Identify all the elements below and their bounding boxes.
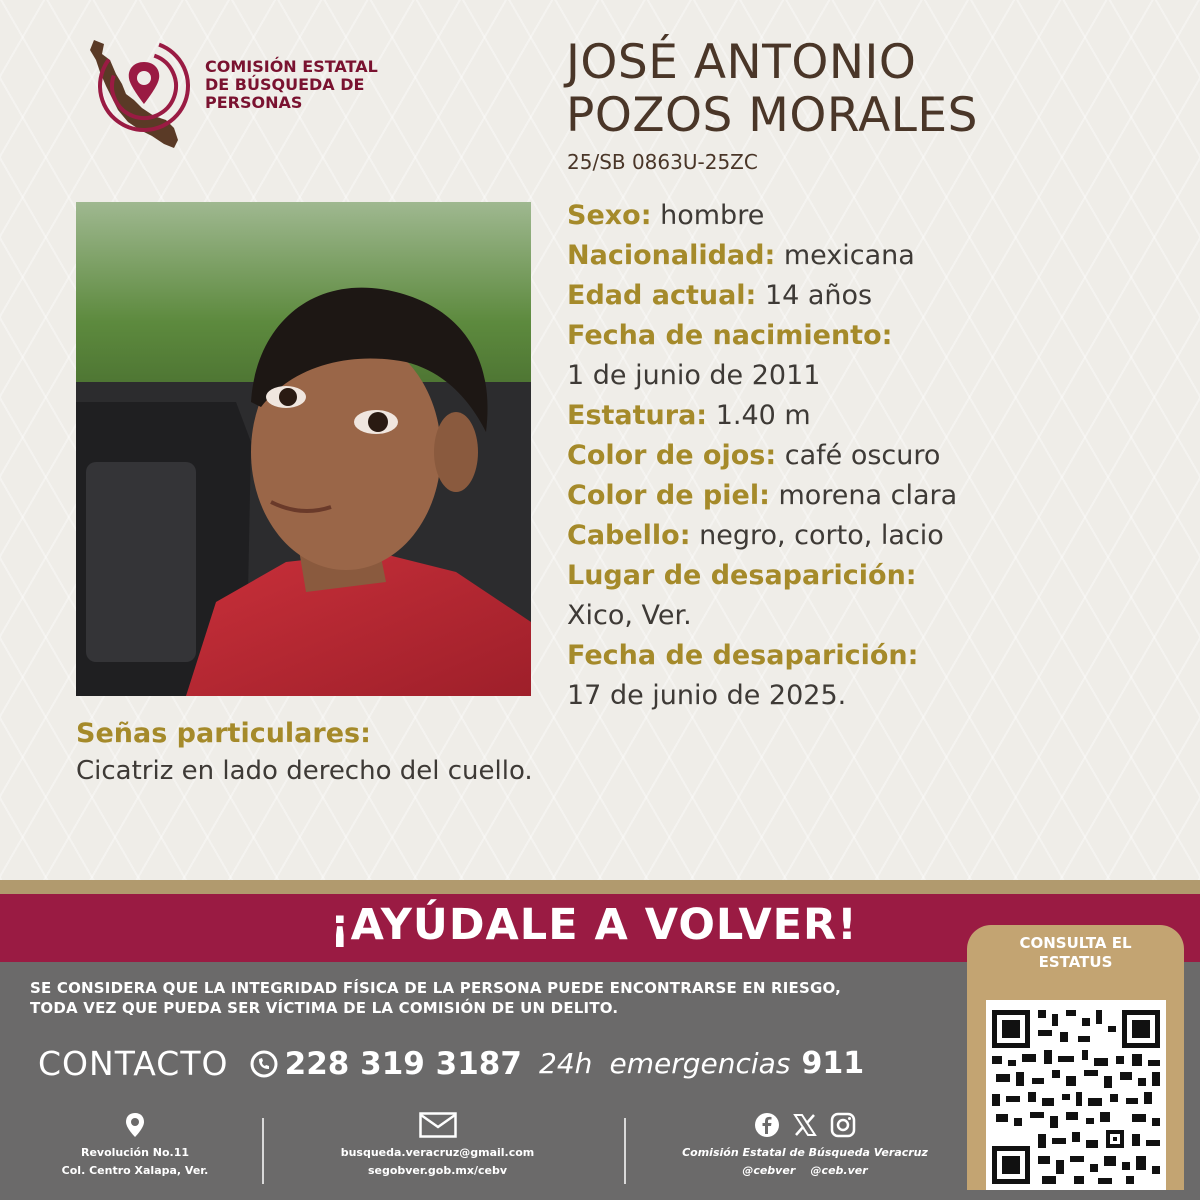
detail-nacionalidad	[567, 236, 1187, 276]
contact-row	[38, 1044, 864, 1083]
address-line1: Revolución No.11	[80, 1146, 190, 1159]
detail-lugar	[567, 556, 1187, 596]
person-photo	[76, 202, 531, 696]
phone-icon	[250, 1050, 278, 1078]
social-icons	[660, 1112, 950, 1144]
warning-line2: TODA VEZ QUE PUEDA SER VÍCTIMA DE LA COMISIÓN DE UN DELITO.	[30, 999, 619, 1017]
ojos-value: café oscuro	[784, 440, 941, 471]
estatura-value: 1.40 m	[715, 400, 811, 431]
risk-warning	[30, 978, 960, 1018]
sexo-value: hombre	[660, 200, 765, 231]
banner-title: ¡AYÚDALE A VOLVER!	[330, 900, 858, 950]
social-handles[interactable]: @cebver @ceb.ver	[742, 1164, 868, 1177]
lugar-label: Lugar de desaparición:	[567, 560, 917, 591]
qr-code-icon[interactable]	[986, 1000, 1166, 1190]
footer-divider	[624, 1118, 626, 1184]
detail-fecha	[567, 636, 1187, 676]
address-line2: Col. Centro Xalapa, Ver.	[61, 1164, 209, 1177]
nacimiento-label: Fecha de nacimiento:	[567, 320, 893, 351]
piel-label: Color de piel:	[567, 480, 770, 511]
detail-nacimiento-value: 1 de junio de 2011	[567, 360, 821, 391]
email-link[interactable]: busqueda.veracruz@gmail.com	[340, 1146, 535, 1159]
envelope-icon	[419, 1112, 457, 1138]
ojos-label: Color de ojos:	[567, 440, 777, 471]
qr-title	[967, 934, 1184, 972]
detail-lugar-value: Xico, Ver.	[567, 600, 692, 631]
footer-social	[660, 1112, 950, 1180]
cabello-label: Cabello:	[567, 520, 691, 551]
emergency-label: emergencias	[609, 1047, 791, 1080]
fecha-label: Fecha de desaparición:	[567, 640, 919, 671]
detail-nacimiento	[567, 316, 1187, 356]
emergency-number[interactable]: 911	[801, 1046, 865, 1081]
contact-phone[interactable]: 228 319 3187	[284, 1045, 522, 1082]
person-name-line1: JOSÉ ANTONIO	[566, 35, 917, 90]
social-name: Comisión Estatal de Búsqueda Veracruz	[682, 1146, 928, 1159]
detail-cabello	[567, 516, 1187, 556]
detail-edad	[567, 276, 1187, 316]
footer-address	[50, 1112, 220, 1180]
x-icon[interactable]	[792, 1112, 818, 1138]
organization-name	[205, 58, 405, 112]
detail-fecha-value: 17 de junio de 2025.	[567, 680, 847, 711]
warning-line1: SE CONSIDERA QUE LA INTEGRIDAD FÍSICA DE LA PERSONA PUEDE ENCONTRARSE EN RIESGO,	[30, 979, 842, 997]
person-name	[566, 36, 1166, 142]
organization-line2: DE BÚSQUEDA DE	[205, 75, 365, 94]
footer-email	[320, 1112, 555, 1180]
piel-value: morena clara	[778, 480, 958, 511]
detail-ojos	[567, 436, 1187, 476]
facebook-icon[interactable]	[754, 1112, 780, 1138]
contact-hours: 24h	[539, 1047, 593, 1080]
organization-line1: COMISIÓN ESTATAL	[205, 57, 378, 76]
detail-piel	[567, 476, 1187, 516]
contact-label: CONTACTO	[38, 1044, 229, 1083]
nacionalidad-value: mexicana	[783, 240, 915, 271]
nacionalidad-label: Nacionalidad:	[567, 240, 776, 271]
person-name-line2: POZOS MORALES	[566, 88, 978, 143]
senas-value: Cicatriz en lado derecho del cuello.	[76, 756, 533, 786]
case-folio: 25/SB 0863U-25ZC	[567, 150, 758, 174]
qr-title-line2: ESTATUS	[1038, 953, 1113, 971]
qr-title-line1: CONSULTA EL	[1019, 934, 1132, 952]
organization-line3: PERSONAS	[205, 93, 303, 112]
edad-label: Edad actual:	[567, 280, 757, 311]
edad-value: 14 años	[764, 280, 873, 311]
cabello-value: negro, corto, lacio	[699, 520, 944, 551]
sexo-label: Sexo:	[567, 200, 652, 231]
person-details	[567, 196, 1187, 716]
detail-estatura	[567, 396, 1187, 436]
gold-stripe	[0, 880, 1200, 894]
instagram-icon[interactable]	[830, 1112, 856, 1138]
senas-label: Señas particulares:	[76, 718, 371, 749]
qr-code[interactable]	[986, 1000, 1166, 1190]
detail-sexo	[567, 196, 1187, 236]
footer-divider	[262, 1118, 264, 1184]
website-link[interactable]: segobver.gob.mx/cebv	[367, 1164, 508, 1177]
location-pin-icon	[125, 1112, 145, 1138]
estatura-label: Estatura:	[567, 400, 708, 431]
